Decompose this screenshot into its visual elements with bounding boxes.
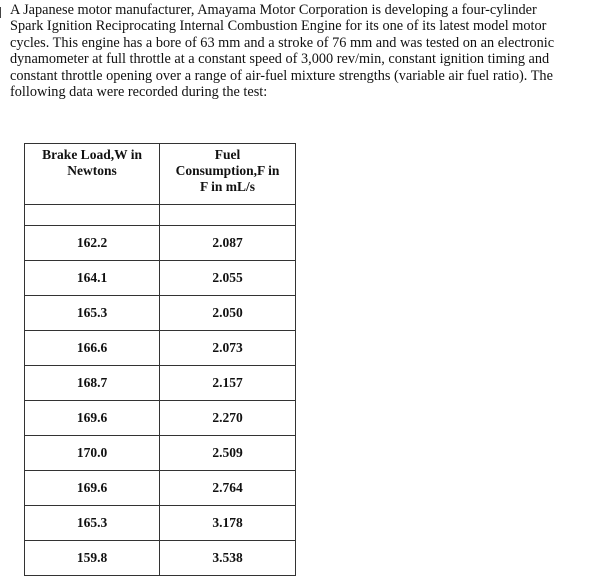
fuel-consumption-cell: 2.087 [160, 226, 296, 261]
table-row [25, 261, 296, 296]
brake-load-cell: 165.3 [25, 296, 160, 331]
statement-line: Spark Ignition Reciprocating Internal Combustion Engine for its one of its latest model motor [10, 18, 547, 35]
brake-load-cell: 159.8 [25, 541, 160, 576]
statement-line: constant throttle opening over a range of air-fuel mixture strengths (variable air fuel ratio). The [10, 67, 553, 84]
fuel-consumption-cell: 2.764 [160, 471, 296, 506]
fuel-consumption-cell: 2.157 [160, 366, 296, 401]
header-text: Brake Load,W in [42, 147, 142, 162]
fuel-consumption-cell: 2.055 [160, 261, 296, 296]
fuel-consumption-cell: 2.270 [160, 401, 296, 436]
header-text: F in mL/s [200, 179, 256, 194]
brake-load-cell: 170.0 [25, 436, 160, 471]
brake-load-cell: 169.6 [25, 401, 160, 436]
fuel-consumption-cell: 3.538 [160, 541, 296, 576]
table-row [25, 401, 296, 436]
table-header-row [25, 144, 296, 205]
bullet-marker [0, 7, 8, 18]
brake-load-cell: 168.7 [25, 366, 160, 401]
spacer-cell [25, 205, 160, 226]
brake-load-cell: 165.3 [25, 506, 160, 541]
statement-line: cycles. This engine has a bore of 63 mm and a stroke of 76 mm and was tested on an electronic [10, 34, 555, 51]
brake-load-cell: 166.6 [25, 331, 160, 366]
problem-statement [10, 2, 610, 100]
table-row [25, 436, 296, 471]
brake-load-cell: 169.6 [25, 471, 160, 506]
table-row [25, 366, 296, 401]
statement-line: dynamometer at full throttle at a constant speed of 3,000 rev/min, constant ignition timing and [10, 51, 550, 68]
table-spacer-row [25, 205, 296, 226]
brake-load-cell: 164.1 [25, 261, 160, 296]
table-row [25, 226, 296, 261]
table-row [25, 506, 296, 541]
test-data-table [24, 143, 296, 576]
fuel-consumption-cell: 2.050 [160, 296, 296, 331]
table-row [25, 296, 296, 331]
fuel-consumption-cell: 2.509 [160, 436, 296, 471]
fuel-consumption-cell: 2.073 [160, 331, 296, 366]
statement-line: A Japanese motor manufacturer, Amayama Motor Corporation is developing a four-cylinder [10, 2, 537, 18]
header-text: Fuel [214, 147, 241, 162]
statement-line: following data were recorded during the test: [10, 84, 268, 101]
table-row [25, 541, 296, 576]
header-text: Consumption,F in [175, 163, 280, 178]
brake-load-cell: 162.2 [25, 226, 160, 261]
table-row [25, 331, 296, 366]
header-text: Newtons [67, 163, 117, 178]
header-brake-load [25, 144, 160, 205]
header-fuel-consumption [160, 144, 296, 205]
spacer-cell [160, 205, 296, 226]
fuel-consumption-cell: 3.178 [160, 506, 296, 541]
table-row [25, 471, 296, 506]
